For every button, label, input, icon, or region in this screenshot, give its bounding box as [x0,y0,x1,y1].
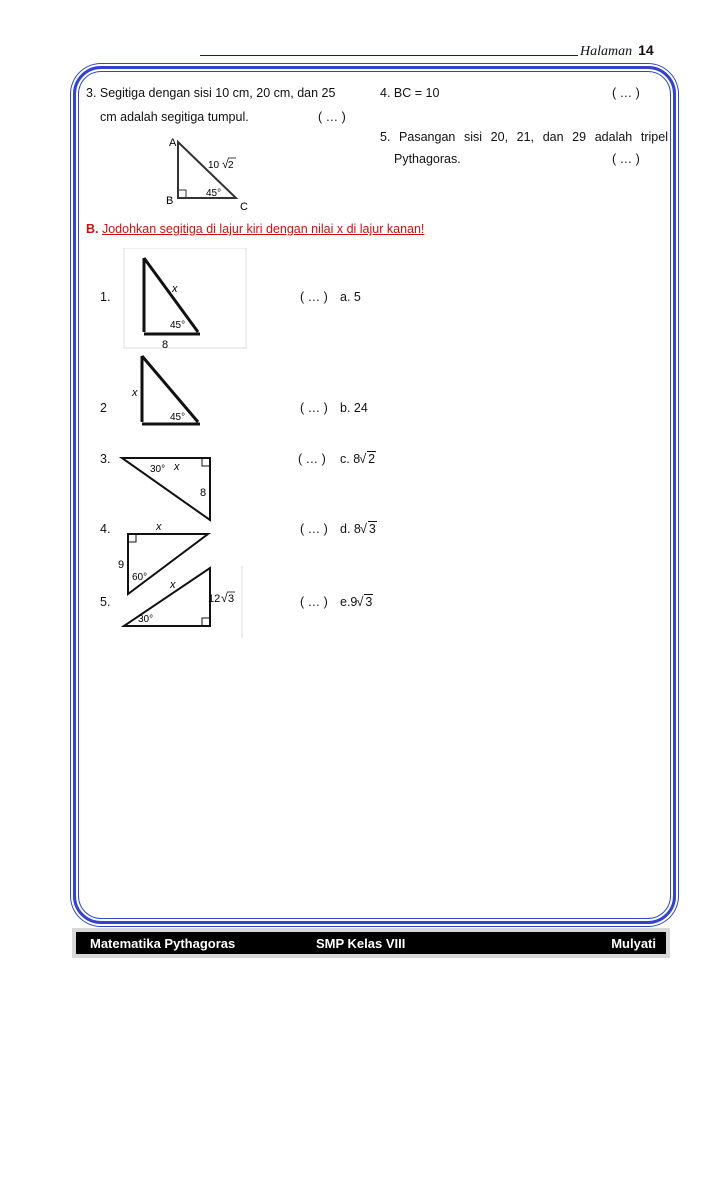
question-5-line1: 5. Pasangan sisi 20, 21, dan 29 adalah tripel [380,130,668,144]
item-4-side: 9 [118,559,125,571]
question-5-blank: ( … ) [612,152,640,166]
question-3-line2: cm adalah segitiga tumpul. [100,110,249,124]
item-4-blank: ( … ) [300,522,328,536]
answer-d [340,522,377,536]
footer-author: Mulyati [611,936,656,951]
item-5-blank: ( … ) [300,595,328,609]
header-rule [200,43,578,56]
item-2-x-label: x [132,387,138,399]
item-1-angle: 45° [170,320,186,331]
answer-e-coefficient: e.9 [340,595,358,609]
figure-item-1 [122,248,248,350]
figure-triangle-abc [160,128,260,212]
question-3-line1: 3. Segitiga dengan sisi 10 cm, 20 cm, dan 25 [86,86,336,100]
item-5-angle: 30° [138,614,154,625]
figure-item-5 [118,562,248,640]
vertex-a-label: A [169,137,177,149]
angle-label: 45° [206,188,222,199]
question-3-blank: ( … ) [318,110,346,124]
item-3-blank: ( … ) [298,452,326,466]
footer-class: SMP Kelas VIII [316,936,406,951]
item-1-x-label: x [172,283,178,295]
hypotenuse-label: 10 [208,160,220,171]
answer-c-coefficient: c. 8 [340,452,361,466]
answer-e-root: √ 3 [357,595,373,609]
page-header-label: Halaman [580,44,633,59]
item-3-angle: 30° [150,464,166,475]
answer-d-coefficient: d. 8 [340,522,361,536]
part-b-letter: B. [86,222,99,236]
figure-item-3 [118,452,218,524]
footer-title: Matematika Pythagoras [90,936,236,951]
part-b-instruction [86,222,424,236]
answer-c [340,452,376,466]
question-4: 4. BC = 10 [380,86,440,100]
page-number: 14 [638,42,654,58]
footer-bar [76,932,666,954]
figure-item-2 [122,350,248,440]
item-5-side: 12 [208,593,221,605]
vertex-c-label: C [240,201,248,212]
vertex-b-label: B [166,195,174,207]
answer-b: b. 24 [340,401,368,415]
answer-e [340,595,373,609]
item-4-x-label: x [156,521,162,533]
item-3-x-label: x [174,461,180,473]
item-1-number: 1. [100,290,111,304]
svg-text:√: √ [222,157,229,171]
part-b-instruction-text: Jodohkan segitiga di lajur kiri dengan nilai x di lajur kanan! [101,222,425,236]
item-2-number: 2 [100,401,107,415]
item-5-number: 5. [100,595,111,609]
answer-a: a. 5 [340,290,361,304]
item-4-angle: 60° [132,572,148,583]
item-3-number: 3. [100,452,111,466]
answer-d-root: √ 3 [361,522,377,536]
question-5-line2: Pythagoras. [394,152,461,166]
item-3-side: 8 [200,487,207,499]
item-1-blank: ( … ) [300,290,328,304]
question-4-blank: ( … ) [612,86,640,100]
svg-text:√: √ [221,591,228,605]
item-4-number: 4. [100,522,111,536]
item-2-angle: 45° [170,412,186,423]
item-5-x-label: x [170,579,176,591]
item-2-blank: ( … ) [300,401,328,415]
item-5-side-root: 3 [228,593,235,605]
page-header [580,42,654,60]
answer-c-root: √ 2 [360,452,376,466]
item-1-base: 8 [162,339,169,350]
hypotenuse-root: 2 [228,160,234,171]
